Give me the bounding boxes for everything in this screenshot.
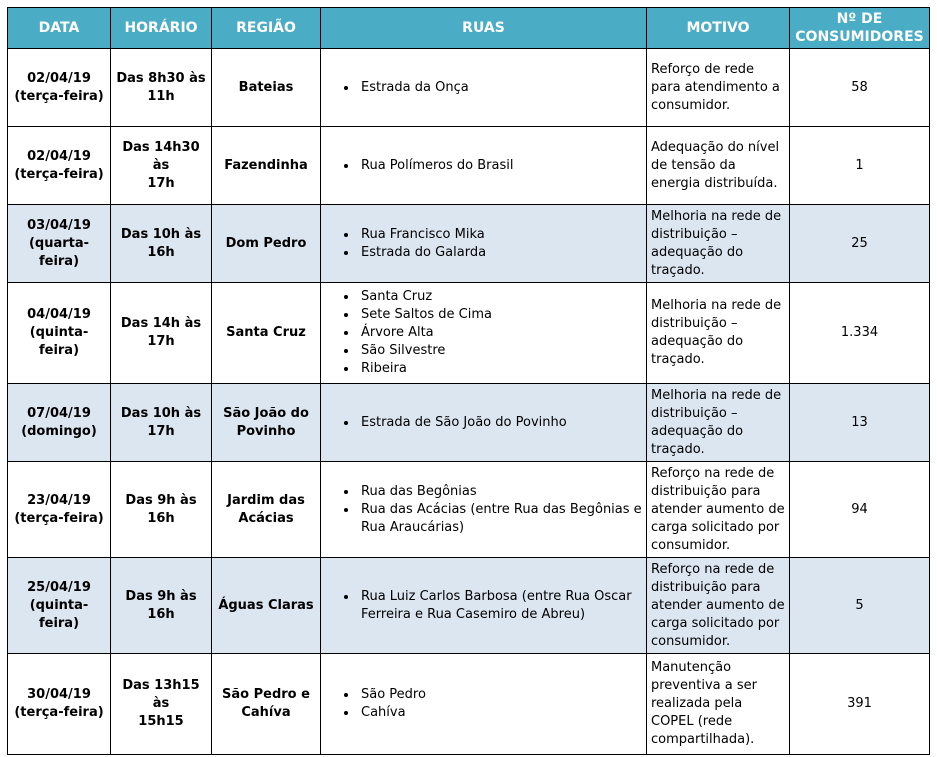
time-line1: Das 10h às (120, 226, 202, 242)
date-text: 03/04/19 (27, 217, 91, 233)
time-cell (111, 127, 212, 205)
region-line1: Jardim das (227, 492, 305, 508)
date-text: 30/04/19 (27, 687, 91, 702)
header-consumidores (790, 8, 930, 49)
consumers-cell: 94 (790, 462, 930, 558)
weekday-text: (quinta-feira) (29, 325, 89, 358)
time-line2: 16h (147, 510, 175, 526)
reason-cell: Manutenção preventiva a ser realizada pela COPEL (rede compartilhada). (647, 654, 790, 755)
time-cell (111, 384, 212, 462)
time-line2: 15h15 (138, 714, 184, 729)
table-row (8, 283, 930, 384)
region-cell (212, 558, 321, 654)
street-item: • Rua Polímeros do Brasil (358, 157, 642, 175)
street-item: • São Pedro (358, 686, 642, 704)
time-line1: Das 10h às (120, 405, 202, 421)
weekday-text: (quarta-feira) (28, 235, 90, 269)
consumers-cell: 13 (790, 384, 930, 462)
streets-cell (321, 127, 647, 205)
time-cell (111, 462, 212, 558)
streets-cell (321, 283, 647, 384)
table-row (8, 384, 930, 462)
date-text: 07/04/19 (27, 405, 91, 421)
date-cell (8, 384, 111, 462)
header-data: DATA (8, 8, 111, 49)
consumers-cell: 1.334 (790, 283, 930, 384)
streets-list (325, 588, 642, 624)
street-item: • Estrada da Onça (358, 79, 642, 97)
streets-cell (321, 558, 647, 654)
date-cell (8, 205, 111, 283)
date-cell (8, 127, 111, 205)
street-item: • Árvore Alta (358, 324, 642, 342)
region-line1: Bateias (238, 79, 294, 95)
weekday-text: (terça-feira) (14, 88, 104, 104)
street-item: • Santa Cruz (358, 288, 642, 306)
streets-cell (321, 384, 647, 462)
time-line1: Das 8h30 às (116, 70, 206, 86)
streets-cell (321, 462, 647, 558)
table-row (8, 558, 930, 654)
street-item: • Estrada do Galarda (358, 244, 642, 262)
region-cell (212, 205, 321, 283)
streets-list (325, 79, 642, 97)
reason-cell: Reforço de rede para atendimento a consumidor. (647, 49, 790, 127)
region-line2: Povinho (236, 423, 296, 439)
header-consumidores-line2: CONSUMIDORES (795, 29, 924, 45)
date-text: 02/04/19 (27, 148, 91, 164)
time-line2: 16h (147, 606, 175, 622)
time-line1: Das 13h15 às (122, 678, 200, 711)
street-item: • Ribeira (358, 360, 642, 378)
table-row (8, 49, 930, 127)
region-cell (212, 654, 321, 755)
weekday-text: (domingo) (21, 423, 97, 439)
region-line1: Fazendinha (224, 157, 308, 173)
time-line1: Das 14h30 às (122, 139, 200, 173)
streets-list (325, 414, 642, 432)
header-ruas: RUAS (321, 8, 647, 49)
region-line2: Cahíva (241, 705, 291, 720)
street-item: • Cahíva (358, 704, 642, 722)
region-cell (212, 462, 321, 558)
region-line1: Águas Claras (218, 597, 314, 613)
time-cell (111, 49, 212, 127)
table-row (8, 462, 930, 558)
reason-cell: Melhoria na rede de distribuição – adequação do traçado. (647, 283, 790, 384)
time-line1: Das 14h às (120, 316, 202, 331)
time-cell (111, 558, 212, 654)
date-cell (8, 49, 111, 127)
header-motivo: MOTIVO (647, 8, 790, 49)
header-row (8, 8, 930, 49)
region-line1: São João do (223, 405, 309, 421)
reason-cell: Melhoria na rede de distribuição – adequação do traçado. (647, 384, 790, 462)
time-line2: 11h (147, 88, 175, 104)
street-item: • Sete Saltos de Cima (358, 306, 642, 324)
time-cell (111, 654, 212, 755)
weekday-text: (quinta-feira) (29, 597, 89, 631)
reason-cell: Adequação do nível de tensão da energia distribuída. (647, 127, 790, 205)
streets-cell (321, 49, 647, 127)
consumers-cell: 391 (790, 654, 930, 755)
outage-schedule-table (7, 7, 930, 755)
region-line1: Dom Pedro (225, 235, 307, 251)
street-item: • Estrada de São João do Povinho (358, 414, 642, 432)
weekday-text: (terça-feira) (14, 705, 104, 720)
time-line2: 17h (147, 175, 175, 191)
header-regiao: REGIÃO (212, 8, 321, 49)
time-line1: Das 9h às (125, 492, 197, 508)
date-cell (8, 462, 111, 558)
weekday-text: (terça-feira) (14, 166, 104, 182)
consumers-cell: 1 (790, 127, 930, 205)
region-cell (212, 127, 321, 205)
date-text: 02/04/19 (27, 70, 91, 86)
streets-list (325, 686, 642, 722)
weekday-text: (terça-feira) (14, 510, 104, 526)
reason-cell: Reforço na rede de distribuição para atender aumento de carga solicitado por consumidor. (647, 462, 790, 558)
region-line1: Santa Cruz (226, 325, 306, 340)
table-row (8, 654, 930, 755)
streets-list (325, 157, 642, 175)
street-item: • São Silvestre (358, 342, 642, 360)
header-horario: HORÁRIO (111, 8, 212, 49)
region-line2: Acácias (238, 510, 294, 526)
region-cell (212, 283, 321, 384)
table-body (8, 49, 930, 755)
region-cell (212, 384, 321, 462)
consumers-cell: 25 (790, 205, 930, 283)
table-row (8, 127, 930, 205)
date-text: 23/04/19 (27, 492, 91, 508)
streets-cell (321, 654, 647, 755)
time-line1: Das 9h às (125, 588, 197, 604)
streets-list (325, 288, 642, 378)
consumers-cell: 58 (790, 49, 930, 127)
date-cell (8, 558, 111, 654)
time-cell (111, 205, 212, 283)
date-text: 04/04/19 (27, 307, 91, 322)
time-cell (111, 283, 212, 384)
streets-cell (321, 205, 647, 283)
time-line2: 17h (147, 423, 175, 439)
table-row (8, 205, 930, 283)
region-line1: São Pedro e (222, 687, 310, 702)
streets-list (325, 483, 642, 537)
consumers-cell: 5 (790, 558, 930, 654)
street-item: • Rua das Begônias (358, 483, 642, 501)
reason-cell: Melhoria na rede de distribuição – adequação do traçado. (647, 205, 790, 283)
date-cell (8, 654, 111, 755)
date-text: 25/04/19 (27, 579, 91, 595)
street-item: • Rua das Acácias (entre Rua das Begônias e Rua Araucárias) (358, 501, 642, 537)
region-cell (212, 49, 321, 127)
time-line2: 17h (147, 334, 175, 349)
streets-list (325, 226, 642, 262)
street-item: • Rua Luiz Carlos Barbosa (entre Rua Oscar Ferreira e Rua Casemiro de Abreu) (358, 588, 642, 624)
time-line2: 16h (147, 244, 175, 260)
header-consumidores-line1: Nº DE (836, 11, 883, 27)
reason-cell: Reforço na rede de distribuição para atender aumento de carga solicitado por consumidor. (647, 558, 790, 654)
street-item: • Rua Francisco Mika (358, 226, 642, 244)
date-cell (8, 283, 111, 384)
